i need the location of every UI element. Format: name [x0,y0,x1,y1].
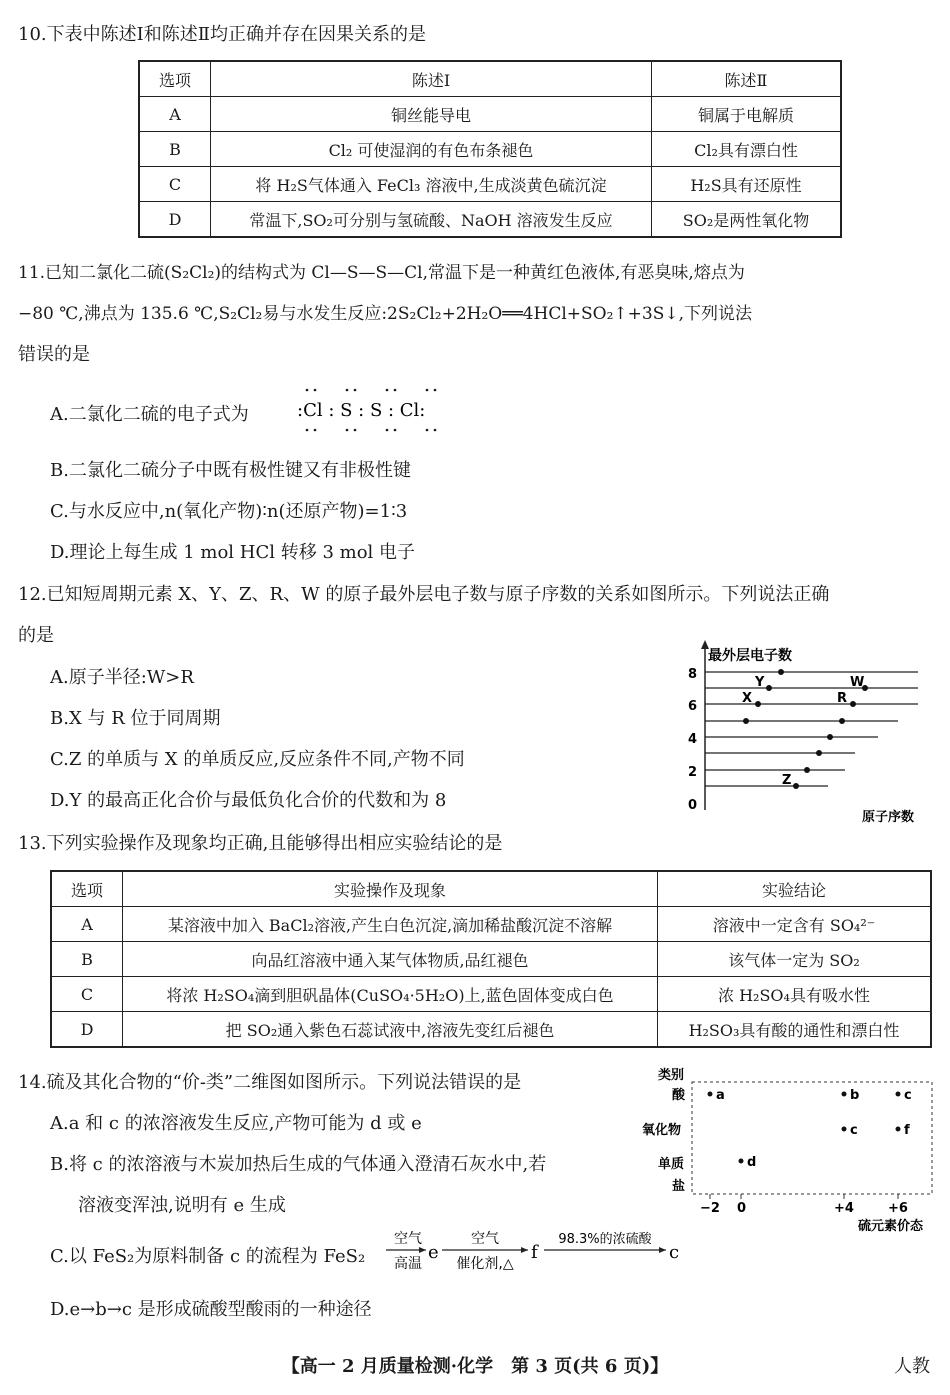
q12-stem-line2: 的是 [18,625,54,646]
arrow2-bottom-label: 催化剂,△ [456,1256,514,1272]
y-tick: 0 [688,798,698,813]
table-cell: A [139,97,211,132]
table-row [51,977,931,1012]
edition-label: 人教 [894,1356,930,1377]
table-cell: H₂SO₃具有酸的通性和漂白性 [658,1012,932,1048]
table-row [51,1012,931,1048]
q12-stem-line1: 12.已知短周期元素 X、Y、Z、R、W 的原子最外层电子数与原子序数的关系如图所示。下列说法正确 [18,584,830,605]
table-cell: H₂S具有还原性 [652,167,842,202]
table-row [139,132,841,167]
x-tick: 0 [737,1201,747,1216]
x-tick: +6 [888,1201,908,1216]
table-cell: 常温下,SO₂可分别与氢硫酸、NaOH 溶液发生反应 [211,202,652,238]
y-axis-label: 类别 [658,1068,685,1083]
table-cell: Cl₂具有漂白性 [652,132,842,167]
label-z: Z [782,773,792,788]
table-cell: C [139,167,211,202]
y-tick: 4 [688,732,698,747]
y-category: 盐 [672,1179,686,1194]
q14-stem: 14.硫及其化合物的“价-类”二维图如图所示。下列说法错误的是 [18,1072,522,1093]
table-cell: C [51,977,123,1012]
table-row [51,907,931,942]
table-cell: 该气体一定为 SO₂ [658,942,932,977]
x-tick: +4 [834,1201,854,1216]
q11-option-c: C.与水反应中,n(氧化产物)∶n(还原产物)=1∶3 [50,501,408,522]
lewis-formula: :Cl : S : S : Cl: [297,400,426,421]
table-cell: 浓 H₂SO₄具有吸水性 [658,977,932,1012]
q11-option-b: B.二氯化二硫分子中既有极性键又有非极性键 [50,460,411,481]
q11-stem-line1: 11.已知二氯化二硫(S₂Cl₂)的结构式为 Cl—S—S—Cl,常温下是一种黄红色液体,有恶臭味,熔点为 [18,263,745,283]
y-category: 酸 [672,1088,686,1103]
q10-table [138,60,842,238]
q12-electron-chart [680,638,935,828]
table-cell: 某溶液中加入 BaCl₂溶液,产生白色沉淀,滴加稀盐酸沉淀不溶解 [123,907,658,942]
label-w: W [850,675,865,690]
flow-node-f: f [531,1242,538,1263]
table-cell: 将 H₂S气体通入 FeCl₃ 溶液中,生成淡黄色硫沉淀 [211,167,652,202]
chart-frame [692,1082,932,1194]
table-row [139,97,841,132]
point-y [766,685,772,691]
label-x: X [742,691,753,706]
point-f: f [904,1123,910,1138]
q14-option-b-line2: 溶液变浑浊,说明有 e 生成 [78,1195,286,1216]
arrow2-top-label: 空气 [471,1231,499,1247]
table-cell: 溶液中一定含有 SO₄²⁻ [658,907,932,942]
table-cell: D [139,202,211,238]
table-header: 陈述Ⅰ [211,61,652,97]
q11-lewis-structure [295,385,465,435]
staircase-lines [705,672,918,786]
point-z [793,783,799,789]
flow-node-e: e [428,1242,439,1263]
q11-stem-line3: 错误的是 [18,344,90,365]
table-cell: D [51,1012,123,1048]
table-row [51,942,931,977]
q12-option-b: B.X 与 R 位于同周期 [50,708,221,729]
arrow1-bottom-label: 高温 [394,1256,422,1272]
q11-option-d: D.理论上每生成 1 mol HCl 转移 3 mol 电子 [50,542,416,563]
q13-stem: 13.下列实验操作及现象均正确,且能够得出相应实验结论的是 [18,833,503,854]
point-c-acid: c [904,1088,912,1103]
point-x [755,701,761,707]
x-axis-label: 原子序数 [862,810,915,825]
flow-node-c: c [669,1242,680,1263]
table-cell: 铜丝能导电 [211,97,652,132]
y-axis-label: 最外层电子数 [708,648,792,664]
point-r [850,701,856,707]
table-cell: B [139,132,211,167]
label-y: Y [755,675,765,690]
page-footer: 【高一 2 月质量检测·化学 第 3 页(共 6 页)】 [281,1356,669,1377]
table-cell: 把 SO₂通入紫色石蕊试液中,溶液先变红后褪色 [123,1012,658,1048]
y-tick: 2 [688,765,698,780]
q14-option-d: D.e→b→c 是形成硫酸型酸雨的一种途径 [50,1299,372,1320]
table-cell: 铜属于电解质 [652,97,842,132]
table-cell: Cl₂ 可使湿润的有色布条褪色 [211,132,652,167]
y-tick: 8 [688,667,698,682]
x-axis-label: 硫元素价态 [858,1219,924,1234]
label-r: R [837,691,848,706]
point-a: a [716,1088,725,1103]
q11-option-a: A.二氯化二硫的电子式为 [50,404,249,425]
q14-option-c: C.以 FeS₂为原料制备 c 的流程为 FeS₂ [50,1246,366,1267]
x-tick: −2 [700,1201,720,1216]
q11-stem-line2: −80 ℃,沸点为 135.6 ℃,S₂Cl₂易与水发生反应:2S₂Cl₂+2H₂O══4HCl+SO₂↑+3S↓,下列说法 [18,304,753,324]
q12-option-c: C.Z 的单质与 X 的单质反应,反应条件不同,产物不同 [50,749,465,770]
q14-valence-class-chart [630,1062,940,1242]
table-cell: 将浓 H₂SO₄滴到胆矾晶体(CuSO₄·5H₂O)上,蓝色固体变成白色 [123,977,658,1012]
y-category: 单质 [658,1157,685,1172]
point-c-oxide: c [850,1123,858,1138]
q14-option-b-line1: B.将 c 的浓溶液与木炭加热后生成的气体通入澄清石灰水中,若 [50,1154,547,1175]
table-cell: A [51,907,123,942]
point-d: d [747,1155,757,1170]
table-cell: SO₂是两性氧化物 [652,202,842,238]
table-header: 实验操作及现象 [123,871,658,907]
table-header: 选项 [139,61,211,97]
arrow3-top-label: 98.3%的浓硫酸 [558,1232,652,1247]
table-header: 选项 [51,871,123,907]
table-row [139,202,841,238]
table-cell: 向品红溶液中通入某气体物质,品红褪色 [123,942,658,977]
q12-option-a: A.原子半径:W>R [50,667,194,688]
table-header: 实验结论 [658,871,932,907]
q14-option-a: A.a 和 c 的浓溶液发生反应,产物可能为 d 或 e [50,1113,422,1134]
q13-table [50,870,932,1048]
y-tick: 6 [688,699,698,714]
arrow1-top-label: 空气 [394,1231,422,1247]
point-b: b [850,1088,860,1103]
y-category: 氧化物 [642,1123,682,1138]
table-row [139,167,841,202]
q10-stem: 10.下表中陈述Ⅰ和陈述Ⅱ均正确并存在因果关系的是 [18,24,426,45]
table-cell: B [51,942,123,977]
q12-option-d: D.Y 的最高正化合价与最低负化合价的代数和为 8 [50,790,447,811]
table-row [139,61,841,97]
table-header: 陈述Ⅱ [652,61,842,97]
table-row [51,871,931,907]
